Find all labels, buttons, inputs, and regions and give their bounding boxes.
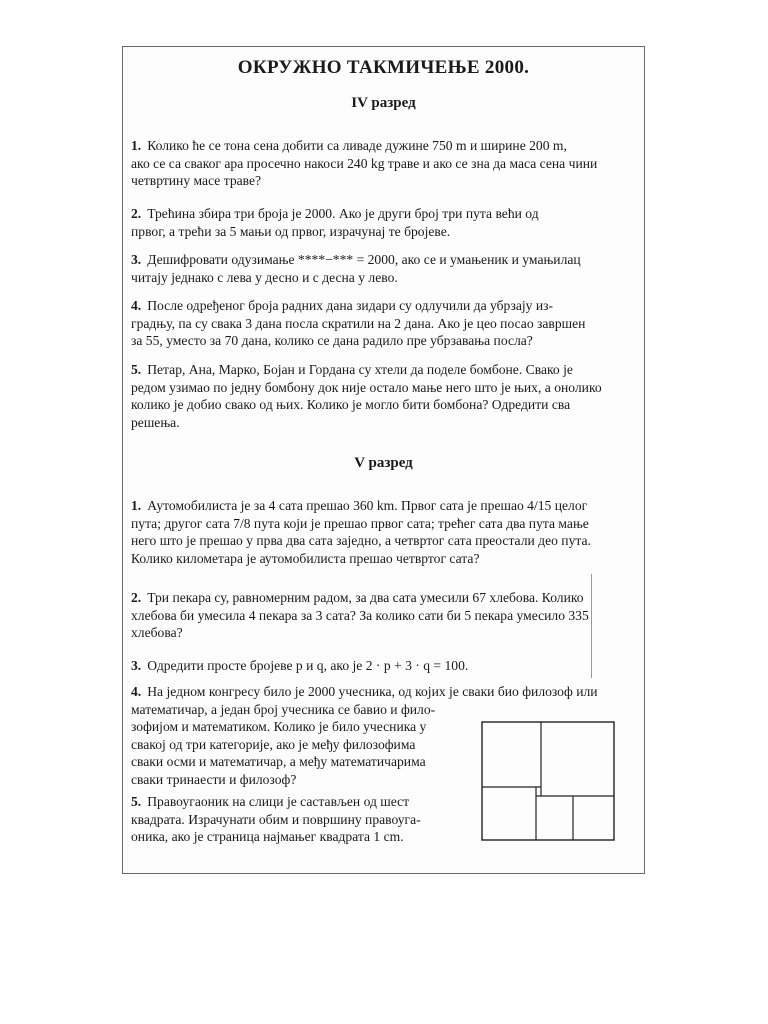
problem-text: Аутомобилиста је за 4 сата прешао 360 km. Првог сата је прешао 4/15 целог пута; другог сата 7/8 пута који је прешао првог сата; трећег сата два пута мање него што је прешао у прва два сата заједно, а четвртог сата преостали део пута. Колико километара је аутомобилиста прешао четвртог сата? xyxy=(131,498,591,566)
problem-v-1 xyxy=(131,497,638,567)
problem-number: 5. xyxy=(131,362,142,377)
problem-v-3 xyxy=(131,657,638,675)
problem-number: 1. xyxy=(131,138,142,153)
problem-text: Дешифровати одузимање ****−*** = 2000, ако се и умањеник и умањилац читају једнако с лева у десно и с десна у лево. xyxy=(131,252,581,285)
problem-number: 4. xyxy=(131,298,142,313)
problem-iv-1 xyxy=(131,137,638,190)
section-heading-iv: IV разред xyxy=(351,95,416,111)
problem-iv-4 xyxy=(131,297,638,350)
problem-number: 3. xyxy=(131,658,142,673)
problem-number: 4. xyxy=(131,684,142,699)
problem-number: 2. xyxy=(131,206,142,221)
section-heading-v: V разред xyxy=(354,455,413,471)
problem-iv-3 xyxy=(131,251,638,286)
problem-iv-2 xyxy=(131,205,638,240)
problem-text: Три пекара су, равномерним радом, за два сата умесили 67 хлебова. Колико хлебова би умесила 4 пекара за 3 сата? За колико сати би 5 пекара умесило 335 хлебова? xyxy=(131,590,589,641)
problem-text: Петар, Ана, Марко, Бојан и Гордана су хтели да поделе бомбоне. Свако је редом узимао по једну бомбону док није остало мање него што је њих, а онолико колико је добио свако од њих. Колико је могло бити бомбона? Одредити сва решења. xyxy=(131,362,602,430)
problem-number: 3. xyxy=(131,252,142,267)
problem-text: Колико ће се тона сена добити са ливаде дужине 750 m и ширине 200 m, ако се са сваког ара просечно накоси 240 kg траве и ако се зна да маса сена чини четвртину масе траве? xyxy=(131,138,598,189)
outer-rectangle xyxy=(482,722,614,840)
problem-text: Одредити просте бројеве p и q, ако је 2 · p + 3 · q = 100. xyxy=(147,658,469,673)
problem-iv-5 xyxy=(131,361,638,431)
problem-text: После одређеног броја радних дана зидари су одлучили да убрзају из- градњу, па су свака 3 дана посла скратили на 2 дана. Ако је цео посао завршен за 55, уместо за 70 дана, колико се дана радило пре убрзавања посла? xyxy=(131,298,586,349)
scan-artifact-line xyxy=(591,574,592,678)
document-page xyxy=(122,46,645,874)
six-squares-rectangle-figure xyxy=(481,721,615,841)
problem-v-5 xyxy=(131,793,471,846)
problem-number: 5. xyxy=(131,794,142,809)
problem-text: На једном конгресу било је 2000 учесника, од којих је сваки био филозоф или математичар, а један број учесника се бавио и фило- зофијом и математиком. Колико је било учесника у свакој од три категорије, ако је међу филозофима сваки осми и математичар, а међу математичарима сваки тринаести и филозоф? xyxy=(131,684,598,787)
problem-v-2 xyxy=(131,589,638,642)
problem-number: 1. xyxy=(131,498,142,513)
problem-text: Трећина збира три броја је 2000. Ако је други број три пута већи од првог, а трећи за 5 мањи од првог, израчунај те бројеве. xyxy=(131,206,539,239)
problem-number: 2. xyxy=(131,590,142,605)
problem-text: Правоугаоник на слици је састављен од шест квадрата. Израчунати обим и површину правоуга- оника, ако је страница најмањег квадрата 1 cm. xyxy=(131,794,421,845)
document-title: ОКРУЖНО ТАКМИЧЕЊЕ 2000. xyxy=(237,57,530,78)
